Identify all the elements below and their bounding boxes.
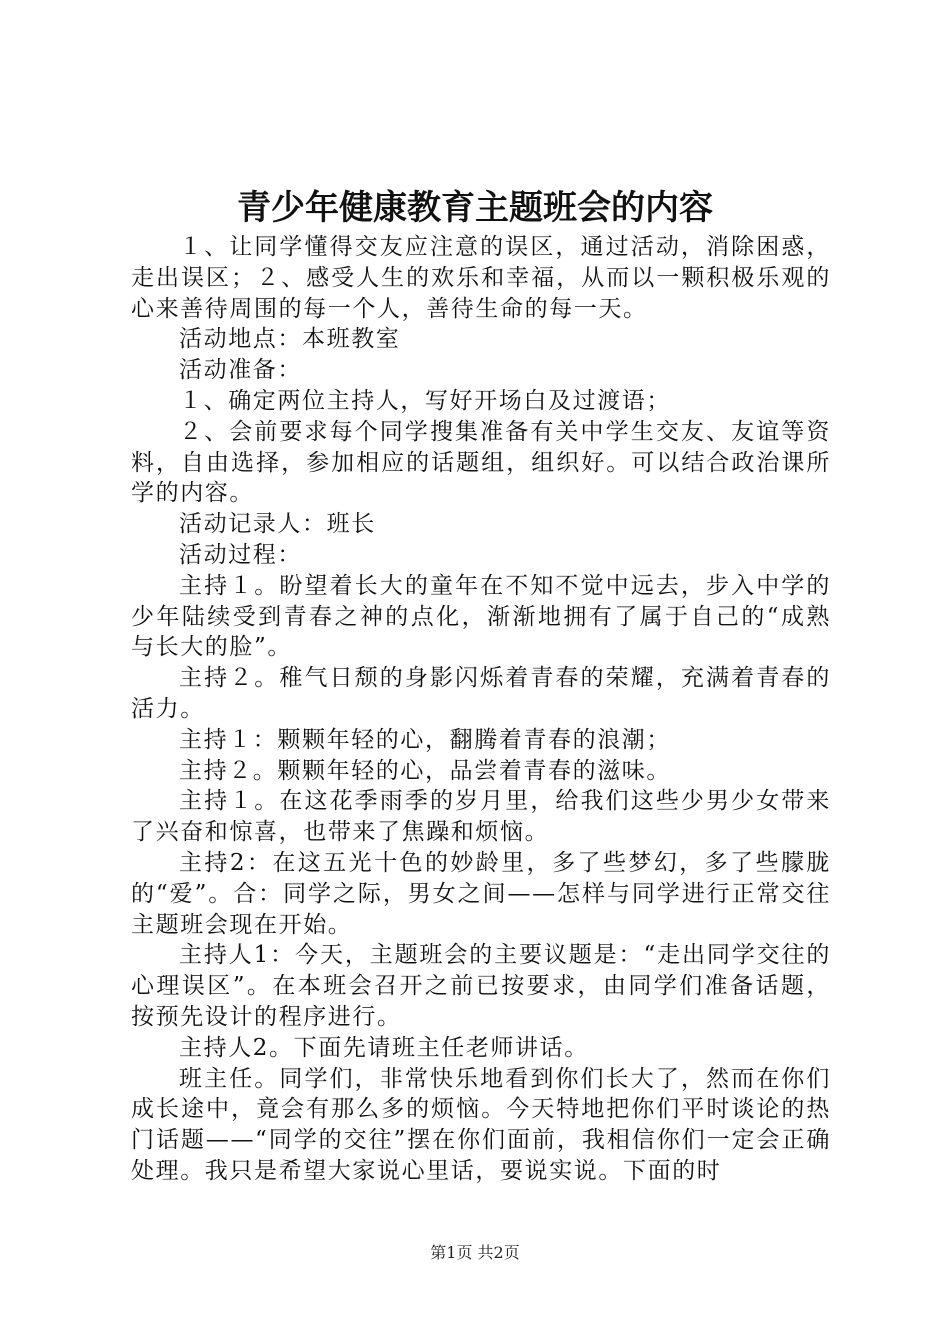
paragraph-preparation-1: １、确定两位主持人，写好开场白及过渡语； — [179, 387, 671, 414]
paragraph-preparation-heading: 活动准备： — [179, 357, 302, 384]
paragraph-process-heading: 活动过程： — [179, 541, 302, 568]
document-body — [131, 232, 831, 1187]
paragraph-host2-a: 主持２。稚气日颓的身影闪烁着青春的荣耀，充满着青春的活力。 — [131, 665, 831, 722]
paragraph-recorder: 活动记录人：班长 — [179, 511, 376, 538]
page-footer: 第1页 共2页 — [430, 1243, 520, 1262]
paragraph-host1-c: 主持１。在这花季雨季的岁月里，给我们这些少男少女带来了兴奋和惊喜，也带来了焦躁和烦恼。 — [131, 788, 831, 846]
paragraph-teacher: 班主任。同学们，非常快乐地看到你们长大了，然而在你们成长途中，竟会有那么多的烦恼。今天特地把你们平时谈论的热门话题——“同学的交往”摆在你们面前，我相信你们一定会正确处理。我只是希望大家说心里话，要说实说。下面的时 — [131, 1065, 831, 1184]
paragraph-host2-b: 主持２。颗颗年轻的心，品尝着青春的滋味。 — [179, 757, 671, 784]
paragraph-preparation-2: ２、会前要求每个同学搜集准备有关中学生交友、友谊等资料，自由选择，参加相应的话题组，组织好。可以结合政治课所学的内容。 — [131, 418, 831, 507]
paragraph-location: 活动地点：本班教室 — [179, 326, 401, 353]
paragraph-host2-d: 主持人2。下面先请班主任老师讲话。 — [179, 1034, 589, 1061]
paragraph-objectives: １、让同学懂得交友应注意的误区，通过活动，消除困惑，走出误区；２、感受人生的欢乐和幸福，从而以一颗积极乐观的心来善待周围的每一个人，善待生命的每一天。 — [131, 234, 831, 322]
page-title: 青少年健康教育主题班会的内容 — [237, 188, 713, 228]
paragraph-host1-d: 主持人1：今天，主题班会的主要议题是：“走出同学交往的心理误区”。在本班会召开之前已按要求，由同学们准备话题，按预先设计的程序进行。 — [131, 942, 831, 1030]
paragraph-host1-b: 主持１：颗颗年轻的心，翻腾着青春的浪潮； — [179, 726, 671, 753]
paragraph-host1-a: 主持１。盼望着长大的童年在不知不觉中远去，步入中学的少年陆续受到青春之神的点化，渐渐地拥有了属于自己的“成熟与长大的脸”。 — [131, 572, 831, 661]
paragraph-host2-c: 主持2：在这五光十色的妙龄里，多了些梦幻，多了些朦胧的“爱”。合：同学之际，男女之间——怎样与同学进行正常交往主题班会现在开始。 — [131, 849, 831, 938]
